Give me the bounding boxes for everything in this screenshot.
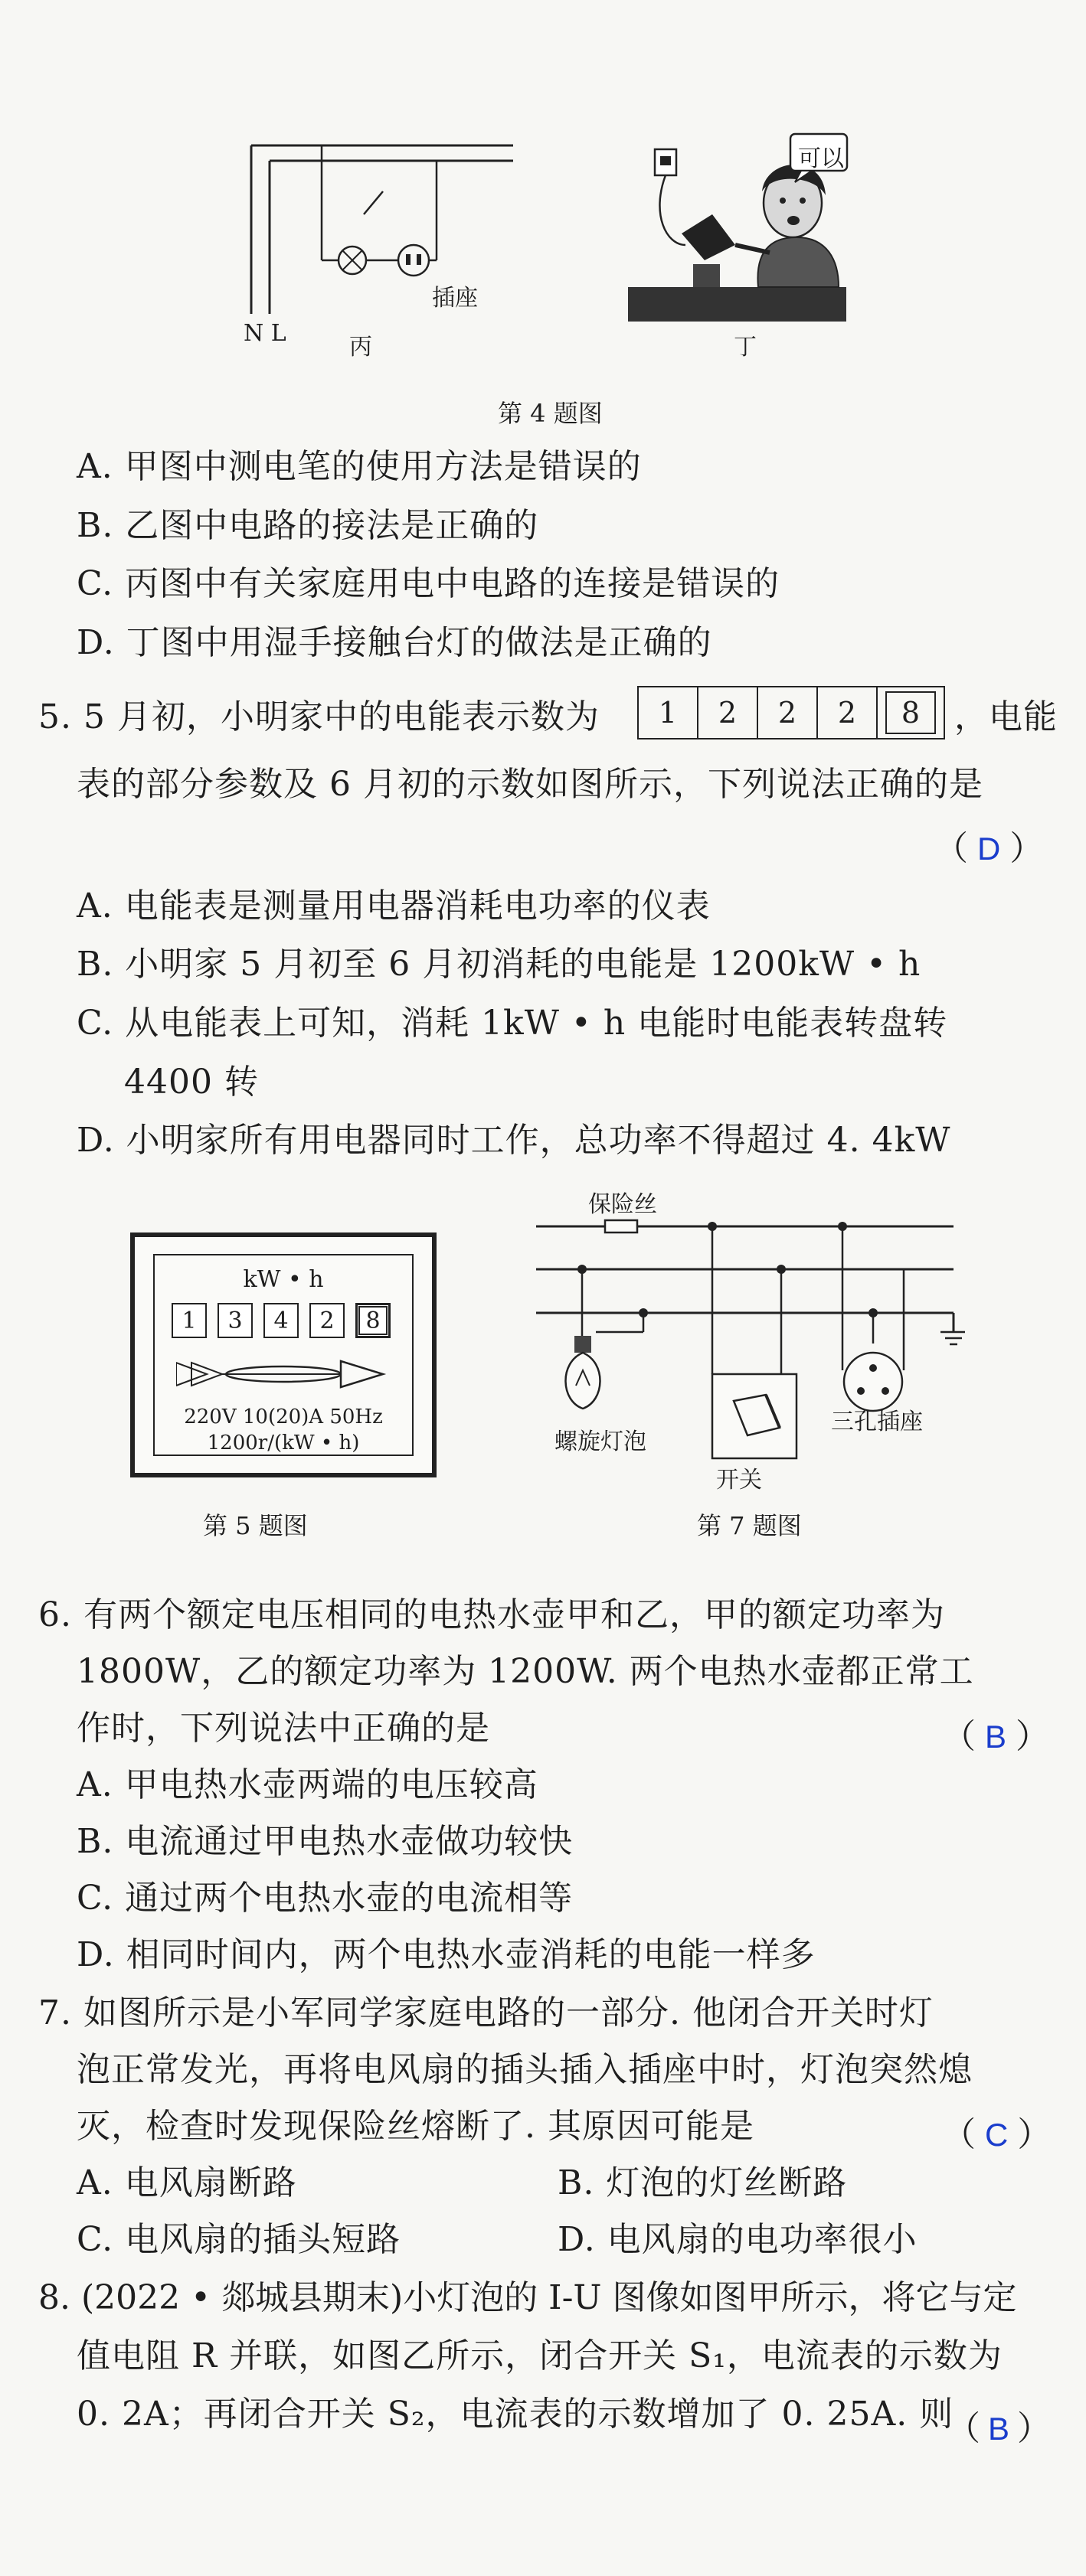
q7-stem-line2: 泡正常发光，再将电风扇的插头插入插座中时，灯泡突然熄 xyxy=(77,2050,973,2089)
fig4-socket-label: 插座 xyxy=(432,285,478,312)
q7-option-c: C. 电风扇的插头短路 xyxy=(77,2220,401,2259)
q7-answer-bracket xyxy=(942,2107,1051,2156)
meter-digit-4: 2 xyxy=(309,1303,345,1338)
q6-paren-open: （ xyxy=(942,1717,976,1756)
meter-digit-2: 3 xyxy=(218,1303,253,1338)
q5-option-d: D. 小明家所有用电器同时工作，总功率不得超过 4. 4kW xyxy=(77,1121,951,1160)
meter-unit-label: kW • h xyxy=(243,1266,324,1293)
fig4-caption: 第 4 题图 xyxy=(498,399,603,428)
q8-stem-line3: 0. 2A；再闭合开关 S₂，电流表的示数增加了 0. 25A. 则 xyxy=(77,2395,954,2434)
q6-stem-line2: 1800W，乙的额定功率为 1200W. 两个电热水壶都正常工 xyxy=(77,1652,974,1691)
q5-stem-line1: 5. 5 月初，小明家中的电能表示数为 xyxy=(38,697,600,736)
q6-option-a: A. 甲电热水壶两端的电压较高 xyxy=(77,1765,538,1804)
q7-stem-line1: 7. 如图所示是小军同学家庭电路的一部分. 他闭合开关时灯 xyxy=(38,1993,934,2032)
q7-option-b: B. 灯泡的灯丝断路 xyxy=(558,2163,848,2202)
q4-option-d: D. 丁图中用湿手接触台灯的做法是正确的 xyxy=(77,623,712,662)
q4-option-c: C. 丙图中有关家庭用电中电路的连接是错误的 xyxy=(77,564,780,603)
fig4-bing-label: 丙 xyxy=(349,334,372,361)
q5-option-a: A. 电能表是测量用电器消耗电功率的仪表 xyxy=(77,886,711,926)
q7-paren-open: （ xyxy=(942,2115,976,2154)
q5-digit-5 xyxy=(876,686,945,739)
meter-digit-5-inner: 8 xyxy=(358,1306,388,1335)
q8-answer-bracket xyxy=(947,2401,1051,2450)
meter-digit-3: 4 xyxy=(263,1303,299,1338)
fig7-caption: 第 7 题图 xyxy=(697,1511,802,1540)
q6-stem-line3: 作时，下列说法中正确的是 xyxy=(77,1709,490,1748)
q5-paren-open: （ xyxy=(934,829,968,868)
fig4-speech-text: 可以 xyxy=(798,145,844,172)
meter-spec-2: 1200r/(kW • h) xyxy=(207,1432,360,1455)
meter-digit-1: 1 xyxy=(172,1303,207,1338)
q5-paren-close: ） xyxy=(1009,829,1044,868)
q5-digit-2: 2 xyxy=(697,686,758,739)
q6-answer-bracket xyxy=(942,1709,1049,1758)
fig5-caption: 第 5 题图 xyxy=(203,1511,308,1540)
q7-paren-close: ） xyxy=(1017,2115,1052,2154)
q6-option-b: B. 电流通过甲电热水壶做功较快 xyxy=(77,1822,574,1861)
fig7-bulb-label: 螺旋灯泡 xyxy=(554,1428,646,1455)
fig7-fuse-label: 保险丝 xyxy=(588,1191,657,1218)
q5-digit-1: 1 xyxy=(637,686,698,739)
meter-inner-frame xyxy=(153,1254,414,1456)
q6-option-c: C. 通过两个电热水壶的电流相等 xyxy=(77,1879,574,1918)
q5-digit-3: 2 xyxy=(757,686,818,739)
q5-option-b: B. 小明家 5 月初至 6 月初消耗的电能是 1200kW • h xyxy=(77,945,921,984)
q5-answer-bracket xyxy=(934,821,1043,870)
q5-answer: D xyxy=(977,831,1001,867)
q7-option-a: A. 电风扇断路 xyxy=(77,2163,297,2202)
q5-stem-line2: 表的部分参数及 6 月初的示数如图所示，下列说法正确的是 xyxy=(77,765,983,804)
q5-digit-4: 2 xyxy=(816,686,878,739)
q6-paren-close: ） xyxy=(1016,1717,1050,1756)
fig7-switch-label: 开关 xyxy=(716,1467,762,1494)
q5-option-c-cont: 4400 转 xyxy=(124,1063,259,1102)
fig4-ding-label: 丁 xyxy=(734,334,757,361)
q8-stem-line1: 8. (2022 • 郯城县期末)小灯泡的 I-U 图像如图甲所示，将它与定 xyxy=(38,2278,1017,2317)
q7-answer: C xyxy=(985,2117,1009,2153)
q7-option-d: D. 电风扇的电功率很小 xyxy=(558,2220,918,2259)
q8-paren-close: ） xyxy=(1017,2409,1052,2448)
q5-option-c: C. 从电能表上可知，消耗 1kW • h 电能时电能表转盘转 xyxy=(77,1004,948,1043)
fig7-socket-label: 三孔插座 xyxy=(831,1409,923,1435)
q5-meter-reading xyxy=(637,686,948,739)
meter-spec-1: 220V 10(20)A 50Hz xyxy=(184,1406,383,1428)
meter-digit-5 xyxy=(355,1303,391,1338)
q8-stem-line2: 值电阻 R 并联，如图乙所示，闭合开关 S₁，电流表的示数为 xyxy=(77,2336,1003,2375)
q8-answer: B xyxy=(988,2411,1010,2447)
q8-paren-open: （ xyxy=(947,2409,980,2448)
figure-5-electric-meter xyxy=(130,1232,437,1477)
q4-option-a: A. 甲图中测电笔的使用方法是错误的 xyxy=(77,447,642,486)
q6-option-d: D. 相同时间内，两个电热水壶消耗的电能一样多 xyxy=(77,1935,816,1974)
q6-stem-line1: 6. 有两个额定电压相同的电热水壶甲和乙，甲的额定功率为 xyxy=(38,1595,945,1634)
q6-answer: B xyxy=(985,1719,1007,1755)
q5-digit-5-inner: 8 xyxy=(885,691,936,734)
q7-stem-line3: 灭，检查时发现保险丝熔断了. 其原因可能是 xyxy=(77,2107,754,2146)
q4-option-b: B. 乙图中电路的接法是正确的 xyxy=(77,506,539,545)
q5-stem-line1-tail: ，电能 xyxy=(954,697,1058,736)
meter-disc-arrow-icon xyxy=(176,1355,391,1393)
fig4-nl-label: N L xyxy=(244,320,286,347)
